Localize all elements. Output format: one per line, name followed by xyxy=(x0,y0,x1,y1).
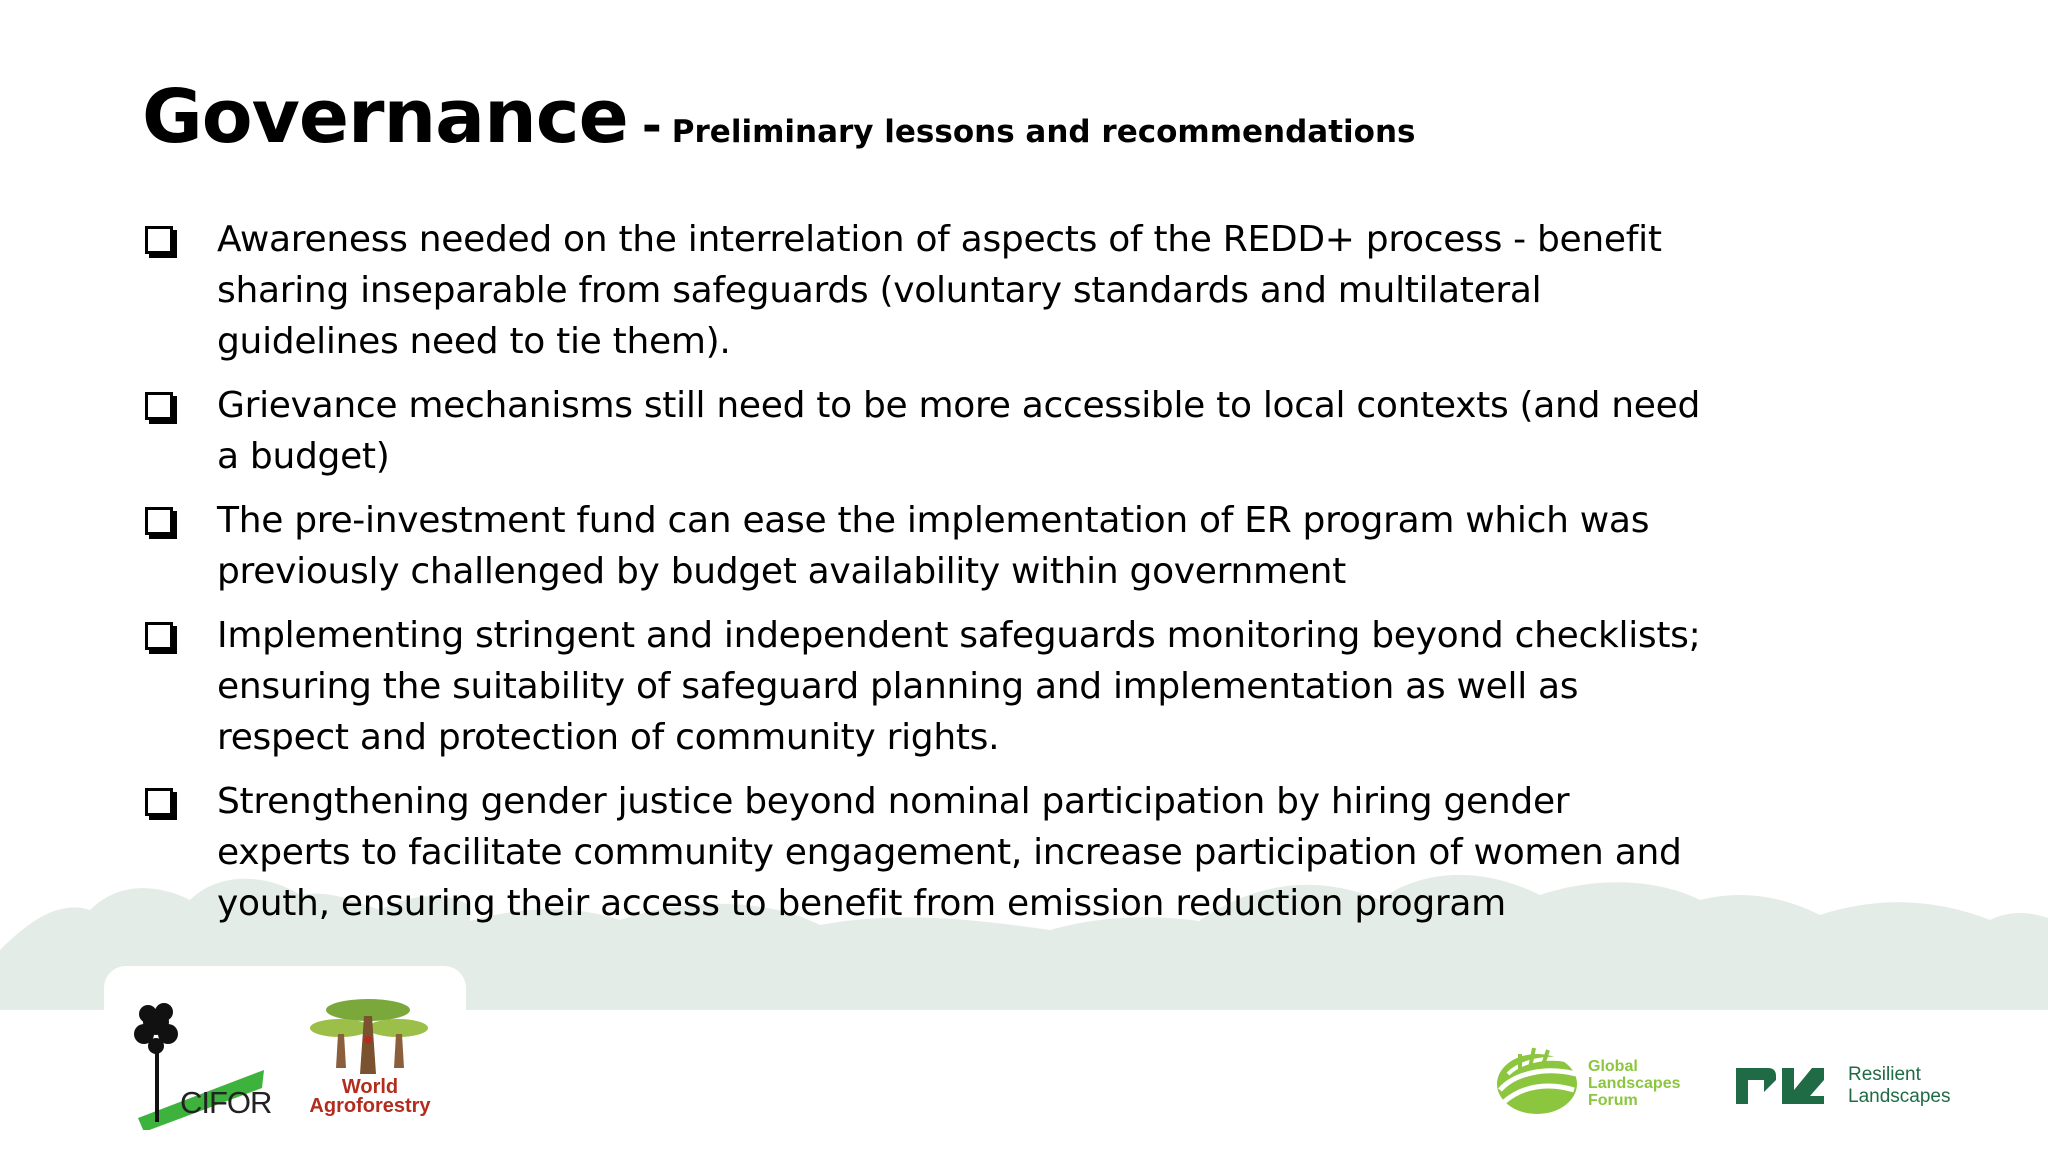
rl-logo-text xyxy=(1848,1064,1950,1108)
bullet-text: Grievance mechanisms still need to be more accessible to local contexts (and need a budget) xyxy=(217,385,1701,477)
rl-line-1: Resilient xyxy=(1848,1064,1921,1085)
world-agroforestry-tree-icon xyxy=(306,994,436,1084)
glf-line-1: Global xyxy=(1588,1058,1638,1075)
title-main: Governance xyxy=(142,74,628,160)
checkbox-bullet-icon xyxy=(145,226,173,254)
list-item xyxy=(142,495,1702,597)
bullet-list xyxy=(142,214,1702,942)
bullet-text: Strengthening gender justice beyond nominal participation by hiring gender experts to facilitate community engagement, increase participation of women and youth, ensuring their access to benefit from emission reduction program xyxy=(217,781,1682,924)
list-item xyxy=(142,776,1702,929)
list-item xyxy=(142,610,1702,763)
rl-monogram-icon xyxy=(1734,1064,1824,1108)
checkbox-bullet-icon xyxy=(145,392,173,420)
checkbox-bullet-icon xyxy=(145,788,173,816)
wa-line-2: Agroforestry xyxy=(309,1095,431,1117)
cifor-logo-text: CIFOR xyxy=(180,1085,272,1120)
title-subtitle: Preliminary lessons and recommendations xyxy=(671,114,1416,150)
bullet-text: Implementing stringent and independent safeguards monitoring beyond checklists; ensuring the suitability of safeguard planning and implementation as well as respect and protection of community rights. xyxy=(217,615,1701,758)
wa-line-1: World xyxy=(341,1076,399,1098)
glf-line-3: Forum xyxy=(1588,1092,1638,1109)
glf-leaf-icon xyxy=(1494,1044,1580,1118)
slide-title xyxy=(142,74,1415,160)
world-agroforestry-logo-text xyxy=(300,1078,440,1116)
glf-logo-text xyxy=(1588,1058,1680,1109)
list-item xyxy=(142,214,1702,367)
bullet-text: The pre-investment fund can ease the implementation of ER program which was previously challenged by budget availability within government xyxy=(217,500,1650,592)
list-item xyxy=(142,380,1702,482)
checkbox-bullet-icon xyxy=(145,507,173,535)
bullet-text: Awareness needed on the interrelation of aspects of the REDD+ process - benefit sharing inseparable from safeguards (voluntary standards and multilateral guidelines need to tie them). xyxy=(217,219,1662,362)
title-dash: - xyxy=(641,98,662,154)
rl-line-2: Landscapes xyxy=(1848,1086,1951,1107)
checkbox-bullet-icon xyxy=(145,622,173,650)
glf-line-2: Landscapes xyxy=(1588,1075,1681,1092)
